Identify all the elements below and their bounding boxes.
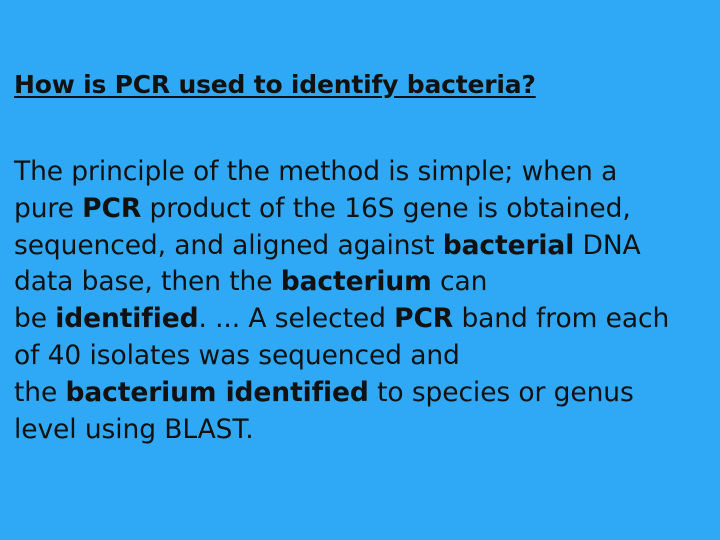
- text-run: The principle of the method is simple; when a: [14, 156, 618, 187]
- body-line: [14, 154, 714, 191]
- text-run: to species or genus: [368, 376, 634, 408]
- text-run: sequenced, and aligned against: [14, 229, 443, 261]
- bold-term: bacterium identified: [65, 376, 369, 408]
- text-run: can: [431, 266, 488, 298]
- text-run: band from each: [453, 303, 670, 335]
- bold-term: PCR: [394, 303, 454, 335]
- text-run: . ... A selected: [198, 303, 395, 335]
- text-run: the: [14, 376, 66, 408]
- body-line: [14, 228, 714, 265]
- slide-body-text: [14, 154, 714, 448]
- body-line: [14, 412, 714, 449]
- body-line: [14, 338, 714, 375]
- text-run: level using BLAST.: [14, 413, 254, 445]
- bold-term: identified: [55, 303, 199, 335]
- body-line: [14, 264, 714, 301]
- text-run: pure: [14, 192, 83, 224]
- text-run: product of the 16S gene is obtained,: [141, 192, 631, 224]
- body-line: [14, 301, 714, 338]
- text-run: of 40 isolates was sequenced and: [14, 339, 460, 371]
- text-run: DNA: [574, 229, 641, 261]
- bold-term: bacterial: [442, 229, 575, 261]
- slide-heading: How is PCR used to identify bacteria?: [14, 70, 536, 99]
- bold-term: bacterium: [280, 266, 432, 298]
- text-run: data base, then the: [14, 266, 281, 298]
- body-line: [14, 375, 714, 412]
- text-run: be: [14, 303, 56, 335]
- body-line: [14, 191, 714, 228]
- bold-term: PCR: [82, 192, 142, 224]
